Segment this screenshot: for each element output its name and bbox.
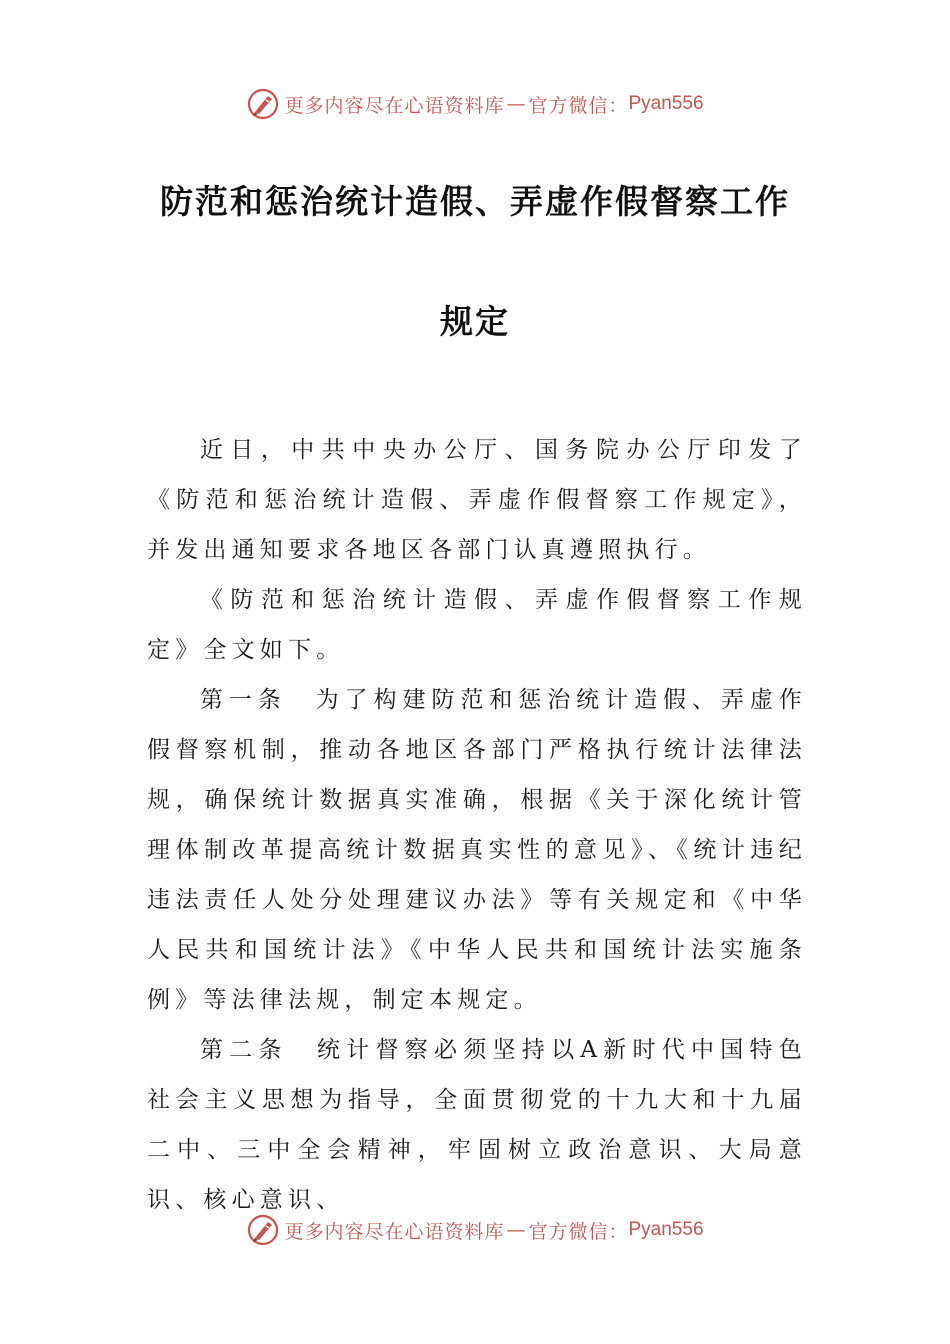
- paragraph-fulltext-note: 《防范和惩治统计造假、弄虚作假督察工作规定》全文如下。: [147, 587, 807, 663]
- document-body: [147, 425, 807, 1225]
- watermark-brand: 更多内容尽在心语资料库: [284, 1220, 505, 1243]
- pen-logo-icon: [246, 1213, 280, 1247]
- document-title-line1: 防范和惩治统计造假、弄虚作假督察工作: [160, 182, 790, 221]
- paragraph-intro: 近日，中共中央办公厅、国务院办公厅印发了《防范和惩治统计造假、弄虚作假督察工作规定》，并发出通知要求各地区各部门认真遵照执行。: [147, 437, 807, 563]
- paragraph-article-2: 第二条 统计督察必须坚持以A新时代中国特色社会主义思想为指导，全面贯彻党的十九大和十九届二中、三中全会精神，牢固树立政治意识、大局意识、核心意识、: [147, 1037, 807, 1213]
- watermark-dash: —: [506, 93, 527, 115]
- watermark-contact-id: Pyan556: [628, 1219, 704, 1240]
- document-title-line2: 规定: [440, 302, 510, 341]
- paragraph-article-1: 第一条 为了构建防范和惩治统计造假、弄虚作假督察机制，推动各地区各部门严格执行统计法律法规，确保统计数据真实准确，根据《关于深化统计管理体制改革提高统计数据真实性的意见》、《统计违纪违法责任人处分处理建议办法》等有关规定和《中华人民共和国统计法》《中华人民共和国统计法实施条例》等法律法规，制定本规定。: [147, 687, 807, 1013]
- watermark-contact-label: 官方微信：: [528, 94, 629, 117]
- pen-logo-icon: [246, 87, 280, 121]
- watermark-brand: 更多内容尽在心语资料库: [284, 94, 505, 117]
- watermark-footer: [0, 1210, 950, 1250]
- watermark-contact-label: 官方微信：: [528, 1220, 629, 1243]
- watermark-header: [0, 84, 950, 124]
- watermark-contact-id: Pyan556: [628, 93, 704, 114]
- watermark-dash: —: [506, 1219, 527, 1241]
